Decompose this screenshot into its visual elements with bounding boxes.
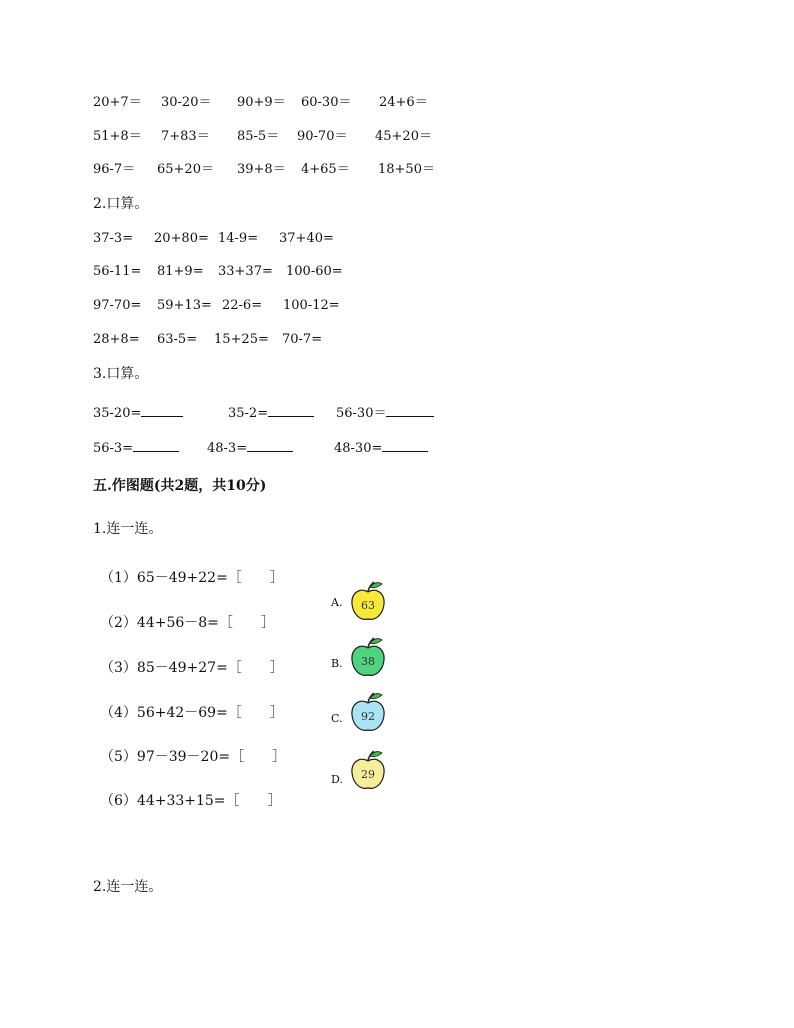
match-item: （3）85－49+27=［ ］ bbox=[100, 660, 284, 676]
match-item: （1）65－49+22=［ ］ bbox=[100, 570, 284, 586]
option-letter: A. bbox=[331, 596, 343, 609]
question-heading: 1.连一连。 bbox=[93, 521, 163, 537]
equation: 60-30＝ bbox=[301, 95, 352, 110]
equation: 45+20＝ bbox=[375, 129, 432, 144]
equation: 33+37= bbox=[218, 264, 273, 279]
equation: 85-5＝ bbox=[237, 129, 280, 144]
fill-equation: 48-3= bbox=[207, 439, 293, 455]
equation: 28+8= bbox=[93, 332, 140, 347]
equation: 51+8＝ bbox=[93, 129, 142, 144]
equation: 4+65＝ bbox=[301, 162, 350, 177]
equation: 37+40= bbox=[279, 231, 334, 246]
fill-equation: 35-20= bbox=[93, 404, 183, 420]
section-heading: 2.口算。 bbox=[93, 196, 149, 212]
fill-equation: 35-2= bbox=[228, 404, 314, 420]
apple-value: 92 bbox=[361, 710, 375, 723]
apple-icon bbox=[348, 579, 388, 623]
equation: 39+8＝ bbox=[237, 162, 286, 177]
option-letter: B. bbox=[331, 657, 343, 670]
equation: 59+13= bbox=[157, 298, 212, 313]
apple-value: 29 bbox=[361, 768, 375, 781]
equation: 24+6＝ bbox=[379, 95, 428, 110]
match-item: （2）44+56－8=［ ］ bbox=[100, 615, 275, 631]
answer-blank[interactable] bbox=[247, 439, 293, 452]
match-item: （4）56+42－69=［ ］ bbox=[100, 705, 284, 721]
match-item: （5）97－39－20=［ ］ bbox=[100, 749, 287, 765]
equation: 70-7= bbox=[282, 332, 323, 347]
answer-blank[interactable] bbox=[268, 404, 314, 417]
equation: 97-70= bbox=[93, 298, 142, 313]
equation: 90+9＝ bbox=[237, 95, 286, 110]
equation: 18+50＝ bbox=[378, 162, 435, 177]
option-letter: C. bbox=[331, 712, 343, 725]
equation: 20+80= bbox=[154, 231, 209, 246]
question-heading: 2.连一连。 bbox=[93, 879, 163, 895]
apple-icon bbox=[348, 635, 388, 679]
fill-equation: 48-30= bbox=[334, 439, 428, 455]
fill-equation: 56-30＝ bbox=[336, 404, 434, 420]
equation: 15+25= bbox=[214, 332, 269, 347]
equation: 7+83＝ bbox=[161, 129, 210, 144]
section-title: 五.作图题(共2题，共10分) bbox=[93, 478, 267, 494]
equation: 22-6= bbox=[222, 298, 263, 313]
equation: 56-11= bbox=[93, 264, 142, 279]
equation: 90-70＝ bbox=[297, 129, 348, 144]
fill-equation: 56-3= bbox=[93, 439, 179, 455]
match-item: （6）44+33+15=［ ］ bbox=[100, 793, 282, 809]
apple-icon bbox=[348, 748, 388, 792]
answer-blank[interactable] bbox=[133, 439, 179, 452]
answer-blank[interactable] bbox=[386, 404, 434, 417]
equation: 96-7＝ bbox=[93, 162, 136, 177]
equation: 81+9= bbox=[157, 264, 204, 279]
option-letter: D. bbox=[331, 773, 343, 786]
section-heading: 3.口算。 bbox=[93, 366, 149, 382]
answer-blank[interactable] bbox=[141, 404, 183, 417]
equation: 37-3= bbox=[93, 231, 134, 246]
apple-icon bbox=[348, 690, 388, 734]
equation: 63-5= bbox=[157, 332, 198, 347]
equation: 100-60= bbox=[286, 264, 343, 279]
equation: 30-20＝ bbox=[161, 95, 212, 110]
equation: 20+7＝ bbox=[93, 95, 142, 110]
equation: 14-9= bbox=[218, 231, 259, 246]
apple-value: 63 bbox=[361, 599, 375, 612]
equation: 65+20＝ bbox=[157, 162, 214, 177]
answer-blank[interactable] bbox=[382, 439, 428, 452]
apple-value: 38 bbox=[361, 655, 375, 668]
equation: 100-12= bbox=[283, 298, 340, 313]
